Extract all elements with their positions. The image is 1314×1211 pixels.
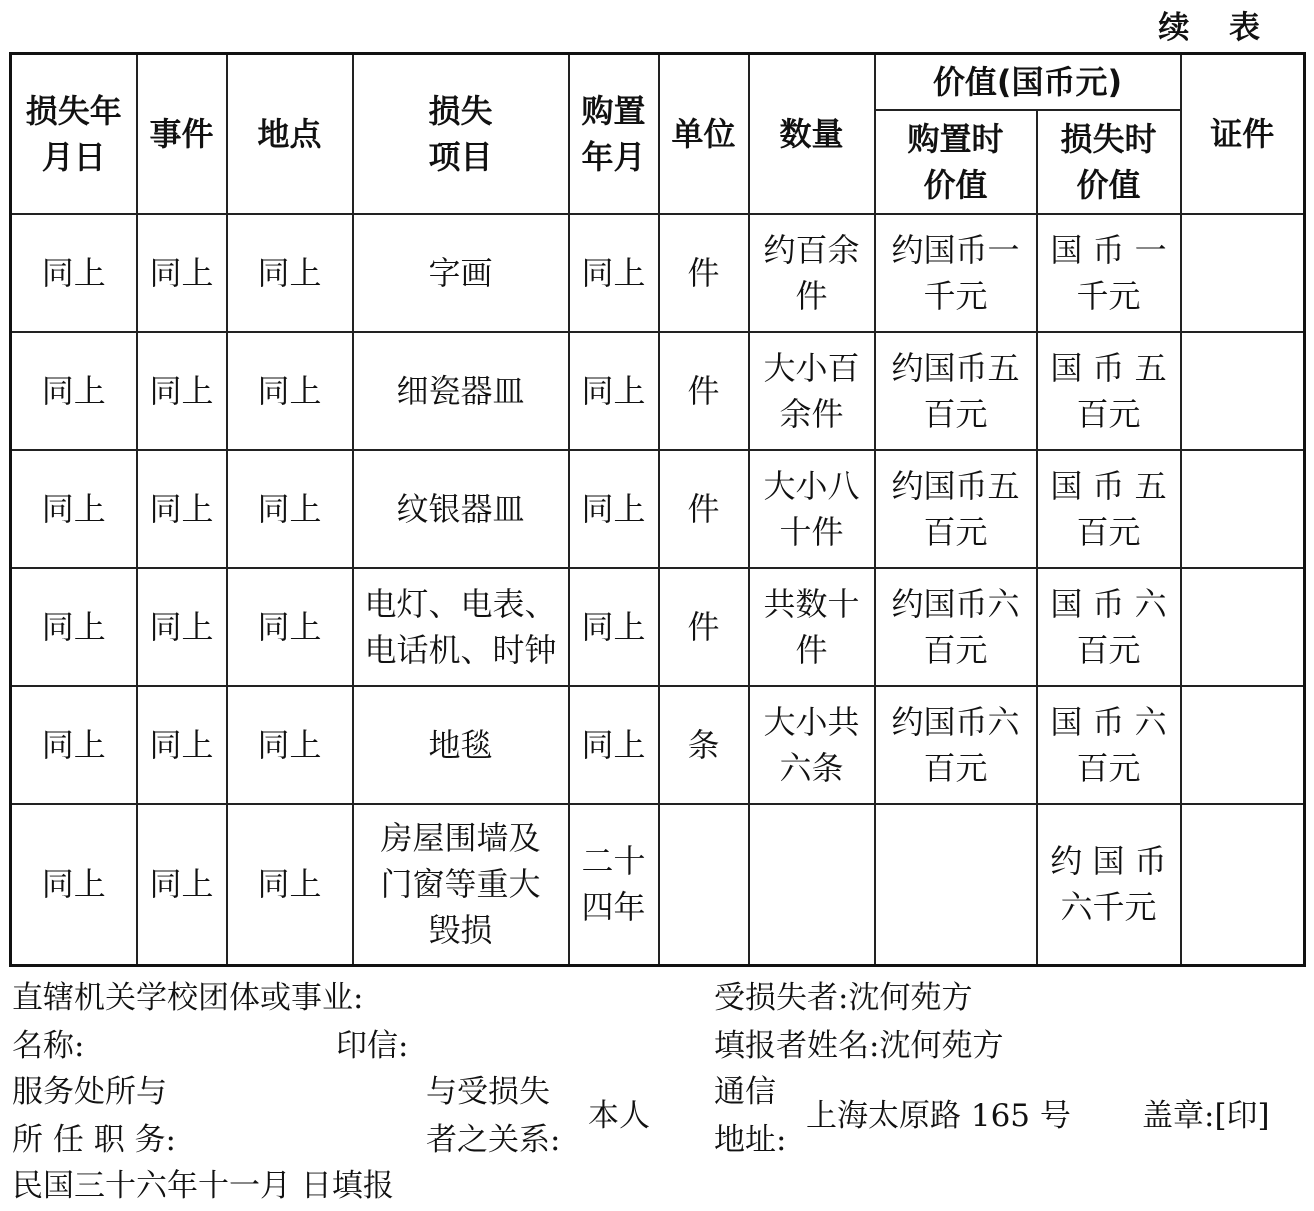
cell-value-purchase: 约国币五 百元 — [875, 450, 1037, 568]
cell-unit — [659, 804, 749, 966]
address-value: 上海太原路 165 号 — [806, 1098, 1071, 1134]
cell-evidence — [1181, 332, 1305, 450]
table-row — [11, 568, 1305, 686]
cell-place: 同上 — [227, 568, 353, 686]
cell-value-purchase: 约国币五 百元 — [875, 332, 1037, 450]
cell-event: 同上 — [137, 332, 227, 450]
cell-value-loss: 国 币 一 千元 — [1037, 214, 1181, 332]
cell-place: 同上 — [227, 686, 353, 804]
cell-evidence — [1181, 686, 1305, 804]
cell-event: 同上 — [137, 804, 227, 966]
date-line: 民国三十六年十一月 日填报 — [12, 1168, 394, 1204]
cell-date: 同上 — [11, 804, 137, 966]
cell-quantity — [749, 804, 875, 966]
cell-quantity: 共数十 件 — [749, 568, 875, 686]
cell-item: 电灯、电表、 电话机、时钟 — [353, 568, 569, 686]
cell-date: 同上 — [11, 686, 137, 804]
cell-date: 同上 — [11, 214, 137, 332]
cell-purchase-date: 同上 — [569, 332, 659, 450]
cell-item: 房屋围墙及 门窗等重大 毁损 — [353, 804, 569, 966]
cell-unit: 件 — [659, 332, 749, 450]
continued-label: 续 表 — [1158, 10, 1266, 46]
cell-quantity: 大小八 十件 — [749, 450, 875, 568]
header-evidence: 证件 — [1181, 54, 1305, 214]
header-date: 损失年 月日 — [11, 54, 137, 214]
loss-table — [9, 52, 1306, 967]
cell-unit: 件 — [659, 450, 749, 568]
address-label-line1: 通信 — [714, 1074, 776, 1110]
header-value-loss: 损失时 价值 — [1037, 110, 1181, 214]
header-event: 事件 — [137, 54, 227, 214]
relation-value: 本人 — [588, 1098, 650, 1134]
cell-purchase-date: 同上 — [569, 450, 659, 568]
cell-value-purchase: 约国币六 百元 — [875, 568, 1037, 686]
cell-date: 同上 — [11, 450, 137, 568]
seal-label: 印信: — [336, 1028, 409, 1064]
cell-quantity: 大小共 六条 — [749, 686, 875, 804]
cell-purchase-date: 同上 — [569, 686, 659, 804]
cell-item: 细瓷器皿 — [353, 332, 569, 450]
cell-place: 同上 — [227, 804, 353, 966]
table-row — [11, 686, 1305, 804]
cell-evidence — [1181, 804, 1305, 966]
header-quantity: 数量 — [749, 54, 875, 214]
cell-quantity: 大小百 余件 — [749, 332, 875, 450]
cell-evidence — [1181, 568, 1305, 686]
cell-place: 同上 — [227, 332, 353, 450]
cell-place: 同上 — [227, 214, 353, 332]
relation-label-line2: 者之关系: — [426, 1122, 561, 1158]
relation-label-line1: 与受损失 — [426, 1074, 550, 1110]
header-item: 损失 项目 — [353, 54, 569, 214]
header-purchase-date: 购置 年月 — [569, 54, 659, 214]
cell-unit: 件 — [659, 214, 749, 332]
cell-event: 同上 — [137, 568, 227, 686]
cell-date: 同上 — [11, 568, 137, 686]
cell-evidence — [1181, 450, 1305, 568]
header-value-purchase: 购置时 价值 — [875, 110, 1037, 214]
stamp-label: 盖章:[印] — [1142, 1098, 1270, 1134]
cell-purchase-date: 同上 — [569, 568, 659, 686]
cell-item: 字画 — [353, 214, 569, 332]
cell-value-purchase: 约国币一 千元 — [875, 214, 1037, 332]
cell-evidence — [1181, 214, 1305, 332]
cell-value-loss: 国 币 六 百元 — [1037, 568, 1181, 686]
cell-value-loss: 约 国 币 六千元 — [1037, 804, 1181, 966]
table-row — [11, 450, 1305, 568]
cell-event: 同上 — [137, 686, 227, 804]
cell-unit: 条 — [659, 686, 749, 804]
cell-value-purchase — [875, 804, 1037, 966]
org-label: 直辖机关学校团体或事业: — [12, 980, 364, 1016]
cell-event: 同上 — [137, 450, 227, 568]
table-row — [11, 804, 1305, 966]
cell-unit: 件 — [659, 568, 749, 686]
service-label-line2: 所 任 职 务: — [12, 1122, 177, 1158]
cell-value-loss: 国 币 五 百元 — [1037, 450, 1181, 568]
victim-label: 受损失者:沈何苑方 — [714, 980, 973, 1016]
header-value-group: 价值(国币元) — [875, 54, 1181, 110]
cell-purchase-date: 同上 — [569, 214, 659, 332]
cell-value-loss: 国 币 六 百元 — [1037, 686, 1181, 804]
cell-value-loss: 国 币 五 百元 — [1037, 332, 1181, 450]
reporter-label: 填报者姓名:沈何苑方 — [714, 1028, 1004, 1064]
cell-item: 纹银器皿 — [353, 450, 569, 568]
cell-date: 同上 — [11, 332, 137, 450]
address-label-line2: 地址: — [714, 1122, 787, 1158]
table-row — [11, 332, 1305, 450]
service-label-line1: 服务处所与 — [12, 1074, 167, 1110]
cell-value-purchase: 约国币六 百元 — [875, 686, 1037, 804]
table-row — [11, 214, 1305, 332]
cell-place: 同上 — [227, 450, 353, 568]
cell-event: 同上 — [137, 214, 227, 332]
cell-purchase-date: 二十 四年 — [569, 804, 659, 966]
cell-quantity: 约百余 件 — [749, 214, 875, 332]
header-place: 地点 — [227, 54, 353, 214]
name-label: 名称: — [12, 1028, 85, 1064]
header-unit: 单位 — [659, 54, 749, 214]
cell-item: 地毯 — [353, 686, 569, 804]
